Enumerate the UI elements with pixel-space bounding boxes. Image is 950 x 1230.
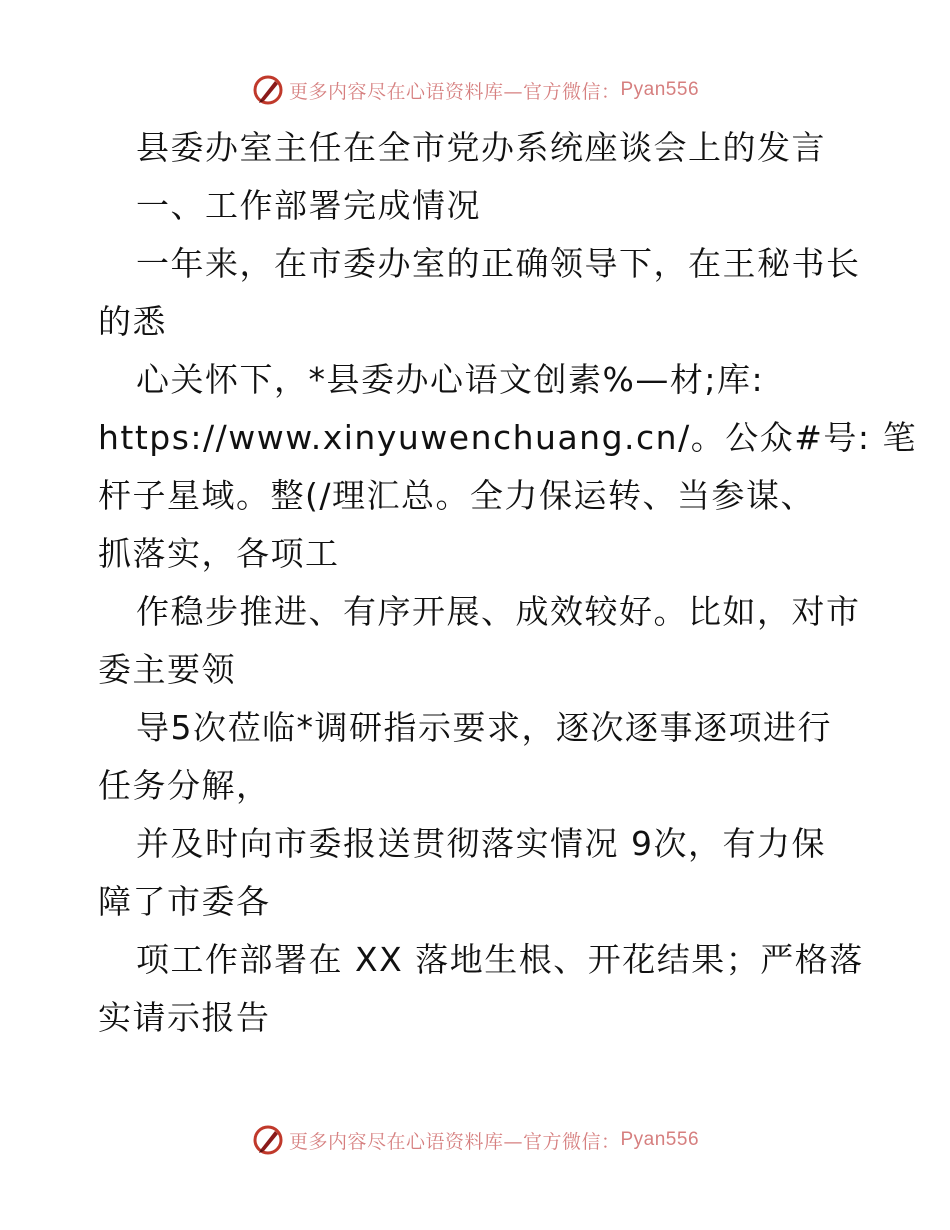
document-title: 县委办室主任在全市党办系统座谈会上的发言: [136, 128, 826, 167]
watermark-text: 更多内容尽在心语资料库—官方微信：: [288, 1130, 621, 1153]
paragraph-line: 心关怀下，*县委办心语文创素%—材;库:: [136, 360, 765, 399]
quill-seal-icon: [251, 1123, 285, 1157]
paragraph-line: 作稳步推进、有序开展、成效较好。比如，对市: [136, 592, 861, 631]
quill-seal-icon: [251, 73, 285, 107]
paragraph-line: 实请示报告: [98, 998, 271, 1037]
watermark-wechat-id: Pyan556: [620, 79, 700, 100]
section-heading: 一、工作部署完成情况: [136, 186, 481, 225]
paragraph-line: 杆子星域。整(/理汇总。全力保运转、当参谋、: [98, 476, 815, 515]
watermark-text: 更多内容尽在心语资料库—官方微信：: [288, 80, 621, 103]
paragraph-line: 委主要领: [98, 650, 236, 689]
paragraph-line: 项工作部署在 XX 落地生根、开花结果；严格落: [136, 940, 864, 979]
watermark-wechat-id: Pyan556: [620, 1129, 700, 1150]
footer-watermark: [0, 1120, 950, 1160]
paragraph-line: https://www.xinyuwenchuang.cn/。公众#号: 笔: [98, 418, 917, 457]
paragraph-line: 障了市委各: [98, 882, 271, 921]
paragraph-line: 并及时向市委报送贯彻落实情况 9次，有力保: [136, 824, 826, 863]
paragraph-line: 任务分解，: [98, 766, 271, 805]
paragraph-line: 的悉: [98, 302, 167, 341]
header-watermark: [0, 70, 950, 110]
paragraph-line: 导5次莅临*调研指示要求，逐次逐事逐项进行: [136, 708, 832, 747]
paragraph-line: 一年来，在市委办室的正确领导下，在王秘书长: [136, 244, 861, 283]
paragraph-line: 抓落实，各项工: [98, 534, 340, 573]
